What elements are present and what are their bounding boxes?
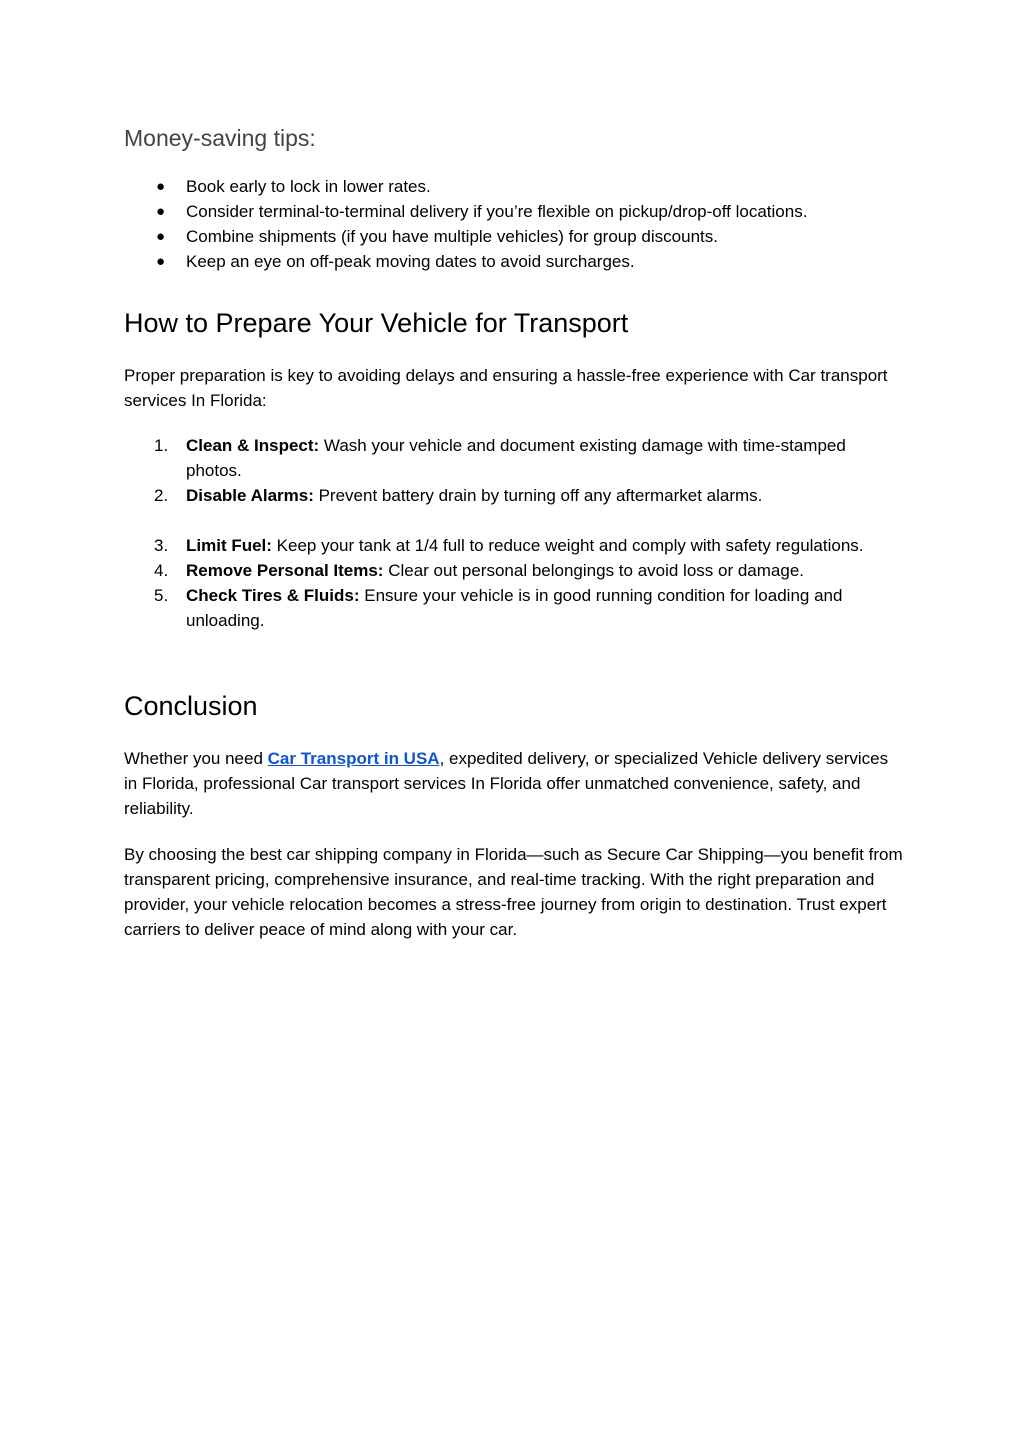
list-item-text: Consider terminal‑to‑terminal delivery if you’re flexible on pickup/drop‑off locations.: [186, 202, 808, 221]
money-saving-heading: Money‑saving tips:: [124, 125, 316, 151]
step-text: Ensure your vehicle is in good running condition for loading and unloading.: [186, 586, 843, 630]
list-item: [124, 199, 904, 224]
step-label: Limit Fuel:: [186, 536, 272, 555]
list-item: [124, 583, 904, 633]
step-text: Wash your vehicle and document existing damage with time‑stamped photos.: [186, 436, 846, 480]
step-text: Clear out personal belongings to avoid loss or damage.: [383, 561, 805, 580]
conclusion-paragraph-2: By choosing the best car shipping company in Florida—such as Secure Car Shipping—you benefit from transparent pricing, comprehensive insurance, and real‑time tracking. With the right preparation and provider, your vehicle relocation becomes a stress‑free journey from origin to destination. Trust expert carriers to deliver peace of mind along with your car.: [124, 845, 903, 939]
list-item: [124, 249, 904, 274]
prepare-heading: How to Prepare Your Vehicle for Transport: [124, 308, 629, 338]
step-text: Keep your tank at 1/4 full to reduce weight and comply with safety regulations.: [271, 536, 864, 555]
list-item-text: Combine shipments (if you have multiple vehicles) for group discounts.: [186, 227, 718, 246]
conclusion-text-after-link: , expedited delivery, or specialized Vehicle delivery services in Florida, professional Car transport services In Florida offer unmatched convenience, safety, and reliability.: [124, 749, 889, 818]
bullet-icon: ●: [156, 178, 166, 195]
bullet-icon: ●: [156, 228, 166, 245]
list-item: [124, 483, 904, 508]
step-label: Clean & Inspect:: [186, 436, 320, 455]
car-transport-usa-link[interactable]: Car Transport in USA: [267, 749, 440, 768]
step-number: 3.: [154, 536, 169, 555]
list-item: [124, 558, 904, 583]
step-number: 4.: [154, 561, 169, 580]
list-item-text: Book early to lock in lower rates.: [186, 177, 431, 196]
conclusion-paragraph-1: [124, 746, 904, 821]
list-item: [124, 433, 904, 483]
prepare-intro: Proper preparation is key to avoiding delays and ensuring a hassle‑free experience with Car transport services In Florida:: [124, 366, 888, 410]
step-label: Disable Alarms:: [186, 486, 314, 505]
conclusion-text-before-link: Whether you need: [124, 749, 268, 768]
step-text: Prevent battery drain by turning off any aftermarket alarms.: [313, 486, 763, 505]
step-label: Check Tires & Fluids:: [186, 586, 360, 605]
list-item: [124, 533, 904, 558]
step-number: 5.: [154, 586, 169, 605]
step-label: Remove Personal Items:: [186, 561, 384, 580]
bullet-icon: ●: [156, 253, 166, 270]
list-item: [124, 224, 904, 249]
money-saving-list: [124, 174, 904, 274]
step-number: 1.: [154, 436, 169, 455]
list-item: [124, 174, 904, 199]
prepare-steps-list: [124, 433, 904, 633]
list-item-text: Keep an eye on off‑peak moving dates to avoid surcharges.: [186, 252, 635, 271]
step-number: 2.: [154, 486, 169, 505]
bullet-icon: ●: [156, 203, 166, 220]
conclusion-heading: Conclusion: [124, 691, 258, 721]
